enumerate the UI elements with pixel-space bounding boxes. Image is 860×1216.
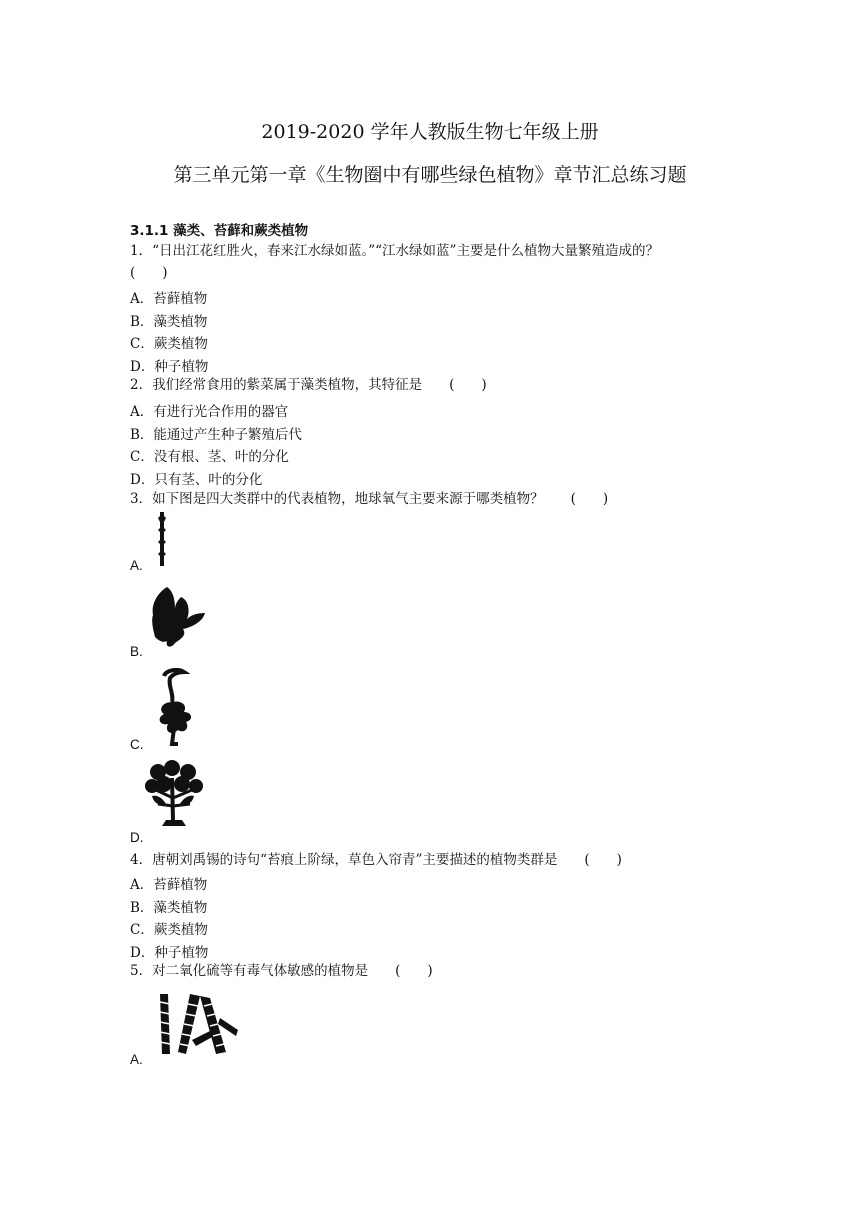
question-1-option-b: B．藻类植物 — [130, 314, 208, 330]
question-2-option-c: C．没有根、茎、叶的分化 — [130, 449, 289, 465]
question-5-stem: 5．对二氧化硫等有毒气体敏感的植物是 ( ) — [130, 963, 433, 979]
question-4-stem: 4．唐朝刘禹锡的诗句“苔痕上阶绿，草色入帘青”主要描述的植物类群是 ( ) — [130, 852, 622, 868]
seed-plant-icon — [142, 760, 208, 832]
document-title: 2019-2020 学年人教版生物七年级上册 — [261, 121, 599, 143]
moss-plant-icon — [152, 510, 172, 570]
question-1-stem: 1．“日出江花红胜火，春来江水绿如蓝。”“江水绿如蓝”主要是什么植物大量繁殖造成的？ — [130, 243, 659, 259]
question-3-option-a: A. — [130, 558, 143, 573]
question-4-option-a: A．苔藓植物 — [130, 877, 208, 893]
question-2-option-a: A．有进行光合作用的器官 — [130, 404, 289, 420]
question-1-option-d: D．种子植物 — [130, 359, 209, 375]
question-1-option-c: C．蕨类植物 — [130, 336, 208, 352]
document-subtitle: 第三单元第一章《生物圈中有哪些绿色植物》章节汇总练习题 — [173, 164, 687, 186]
question-2-option-b: B．能通过产生种子繁殖后代 — [130, 427, 302, 443]
question-4-option-d: D．种子植物 — [130, 945, 209, 961]
question-1-option-a: A．苔藓植物 — [130, 291, 208, 307]
question-3-option-c: C. — [130, 737, 144, 752]
question-2-stem: 2．我们经常食用的紫菜属于藻类植物，其特征是 ( ) — [130, 377, 487, 393]
question-2-option-d: D．只有茎、叶的分化 — [130, 472, 263, 488]
lichen-moss-plant-icon — [152, 990, 244, 1060]
section-heading: 3.1.1 藻类、苔藓和蕨类植物 — [130, 223, 309, 239]
question-4-option-b: B．藻类植物 — [130, 900, 208, 916]
algae-plant-icon — [150, 668, 196, 748]
fern-plant-icon — [147, 585, 207, 650]
question-5-option-a: A. — [130, 1052, 143, 1067]
question-3-option-b: B. — [130, 644, 143, 659]
question-3-option-d: D. — [130, 830, 144, 845]
question-3-stem: 3．如下图是四大类群中的代表植物，地球氧气主要来源于哪类植物？ ( ) — [130, 491, 609, 507]
question-4-option-c: C．蕨类植物 — [130, 922, 208, 938]
question-1-stem-cont: ( ) — [130, 265, 168, 281]
